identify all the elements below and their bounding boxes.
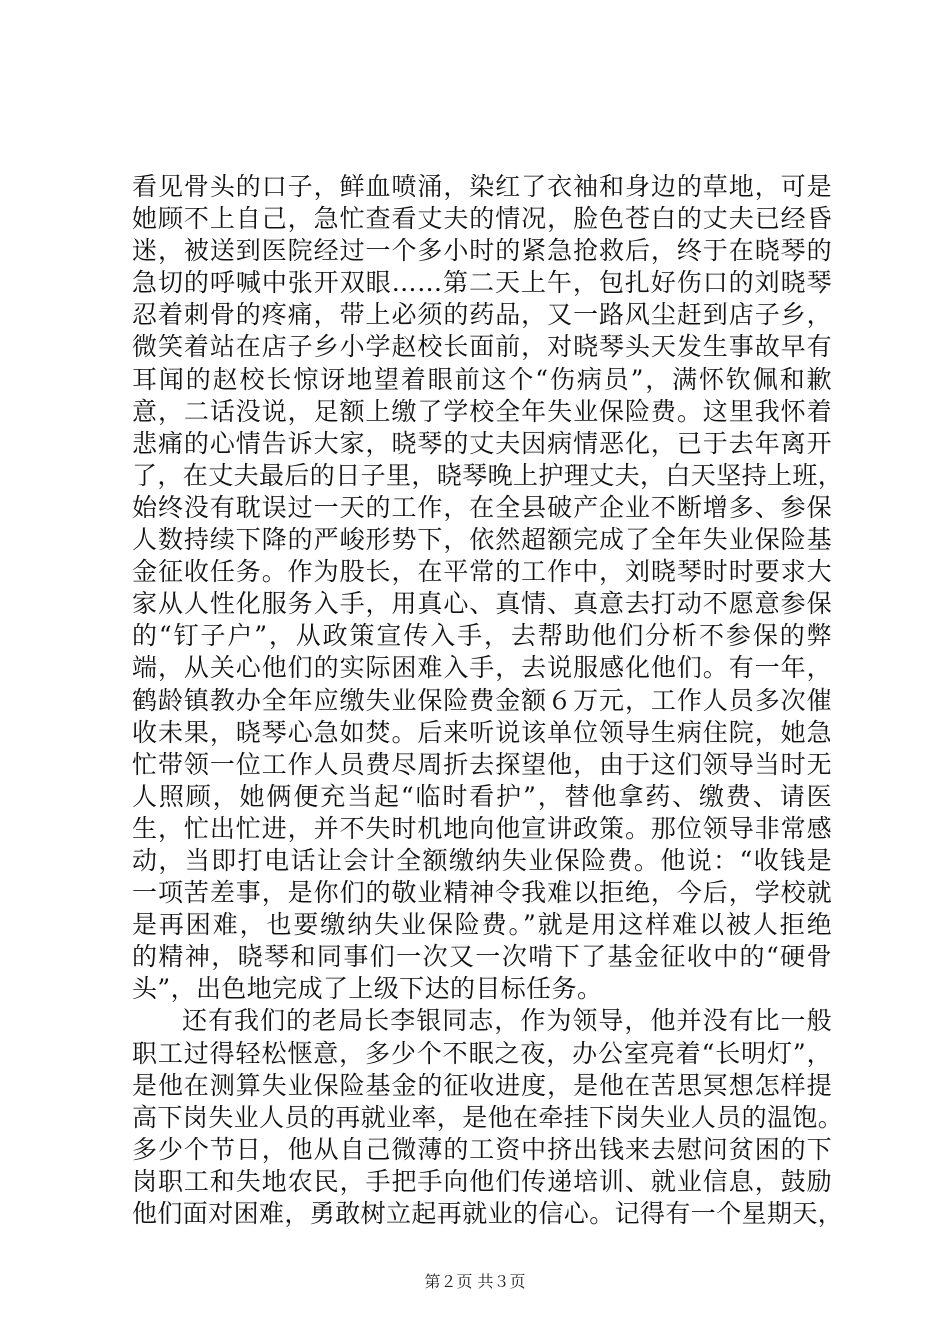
text-line: 人数持续下降的严峻形势下，依然超额完成了全年失业保险基 (132, 525, 832, 555)
text-line: 鹤龄镇教办全年应缴失业保险费金额６万元，工作人员多次催 (132, 685, 832, 715)
text-line: 忍着刺骨的疼痛，带上必须的药品，又一路风尘赶到店子乡， (132, 300, 832, 330)
text-line: 迷，被送到医院经过一个多小时的紧急抢救后，终于在晓琴的 (132, 236, 832, 266)
text-line: 她顾不上自己，急忙查看丈夫的情况，脸色苍白的丈夫已经昏 (132, 204, 832, 234)
text-line: 微笑着站在店子乡小学赵校长面前，对晓琴头天发生事故早有 (132, 332, 832, 362)
text-line: 高下岗失业人员的再就业率，是他在牵挂下岗失业人员的温饱。 (132, 1102, 844, 1132)
text-line: 是他在测算失业保险基金的征收进度，是他在苦思冥想怎样提 (132, 1070, 832, 1100)
text-line: 职工过得轻松惬意，多少个不眠之夜，办公室亮着“长明灯”， (132, 1038, 832, 1068)
text-line: 的“钉子户”，从政策宣传入手，去帮助他们分析不参保的弊 (132, 621, 832, 651)
text-line: 人照顾，她俩便充当起“临时看护”，替他拿药、缴费、请医 (132, 781, 832, 811)
text-line: 意，二话没说，足额上缴了学校全年失业保险费。这里我怀着 (132, 396, 832, 426)
body-text (132, 171, 844, 1230)
page-footer: 第２页 共３页 (424, 1272, 526, 1291)
text-line: 动，当即打电话让会计全额缴纳失业保险费。他说：“收钱是 (132, 845, 832, 875)
text-line: 他们面对困难，勇敢树立起再就业的信心。记得有一个星期天， (132, 1199, 844, 1228)
text-line: 家从人性化服务入手，用真心、真情、真意去打动不愿意参保 (132, 589, 832, 619)
text-line: 多少个节日，他从自己微薄的工资中挤出钱来去慰问贫困的下 (132, 1134, 832, 1164)
text-line: 是再困难，也要缴纳失业保险费。”就是用这样难以被人拒绝 (132, 910, 832, 940)
text-line: 的精神，晓琴和同事们一次又一次啃下了基金征收中的“硬骨 (132, 942, 832, 972)
text-line: 生，忙出忙进，并不失时机地向他宣讲政策。那位领导非常感 (132, 813, 832, 843)
text-line: 了，在丈夫最后的日子里，晓琴晚上护理丈夫，白天坚持上班， (132, 460, 844, 490)
text-line: 收未果，晓琴心急如焚。后来听说该单位领导生病住院，她急 (132, 717, 832, 747)
text-line: 急切的呼喊中张开双眼……第二天上午，包扎好伤口的刘晓琴 (132, 268, 832, 298)
text-line: 一项苦差事，是你们的敬业精神令我难以拒绝，今后，学校就 (132, 878, 832, 908)
text-line: 看见骨头的口子，鲜血喷涌，染红了衣袖和身边的草地，可是 (132, 172, 832, 201)
text-line: 耳闻的赵校长惊讶地望着眼前这个“伤病员”，满怀钦佩和歉 (132, 364, 832, 394)
text-line: 始终没有耽误过一天的工作，在全县破产企业不断增多、参保 (132, 492, 832, 522)
text-line: 岗职工和失地农民，手把手向他们传递培训、就业信息，鼓励 (132, 1166, 832, 1196)
text-line: 还有我们的老局长李银同志，作为领导，他并没有比一般 (182, 1006, 832, 1036)
text-line: 忙带领一位工作人员费尽周折去探望他，由于这们领导当时无 (132, 749, 832, 779)
text-line: 端，从关心他们的实际困难入手，去说服感化他们。有一年， (132, 653, 832, 683)
text-line: 金征收任务。作为股长，在平常的工作中，刘晓琴时时要求大 (132, 557, 832, 587)
text-line: 悲痛的心情告诉大家，晓琴的丈夫因病情恶化，已于去年离开 (132, 428, 832, 458)
text-line: 头”，出色地完成了上级下达的目标任务。 (132, 974, 603, 1004)
